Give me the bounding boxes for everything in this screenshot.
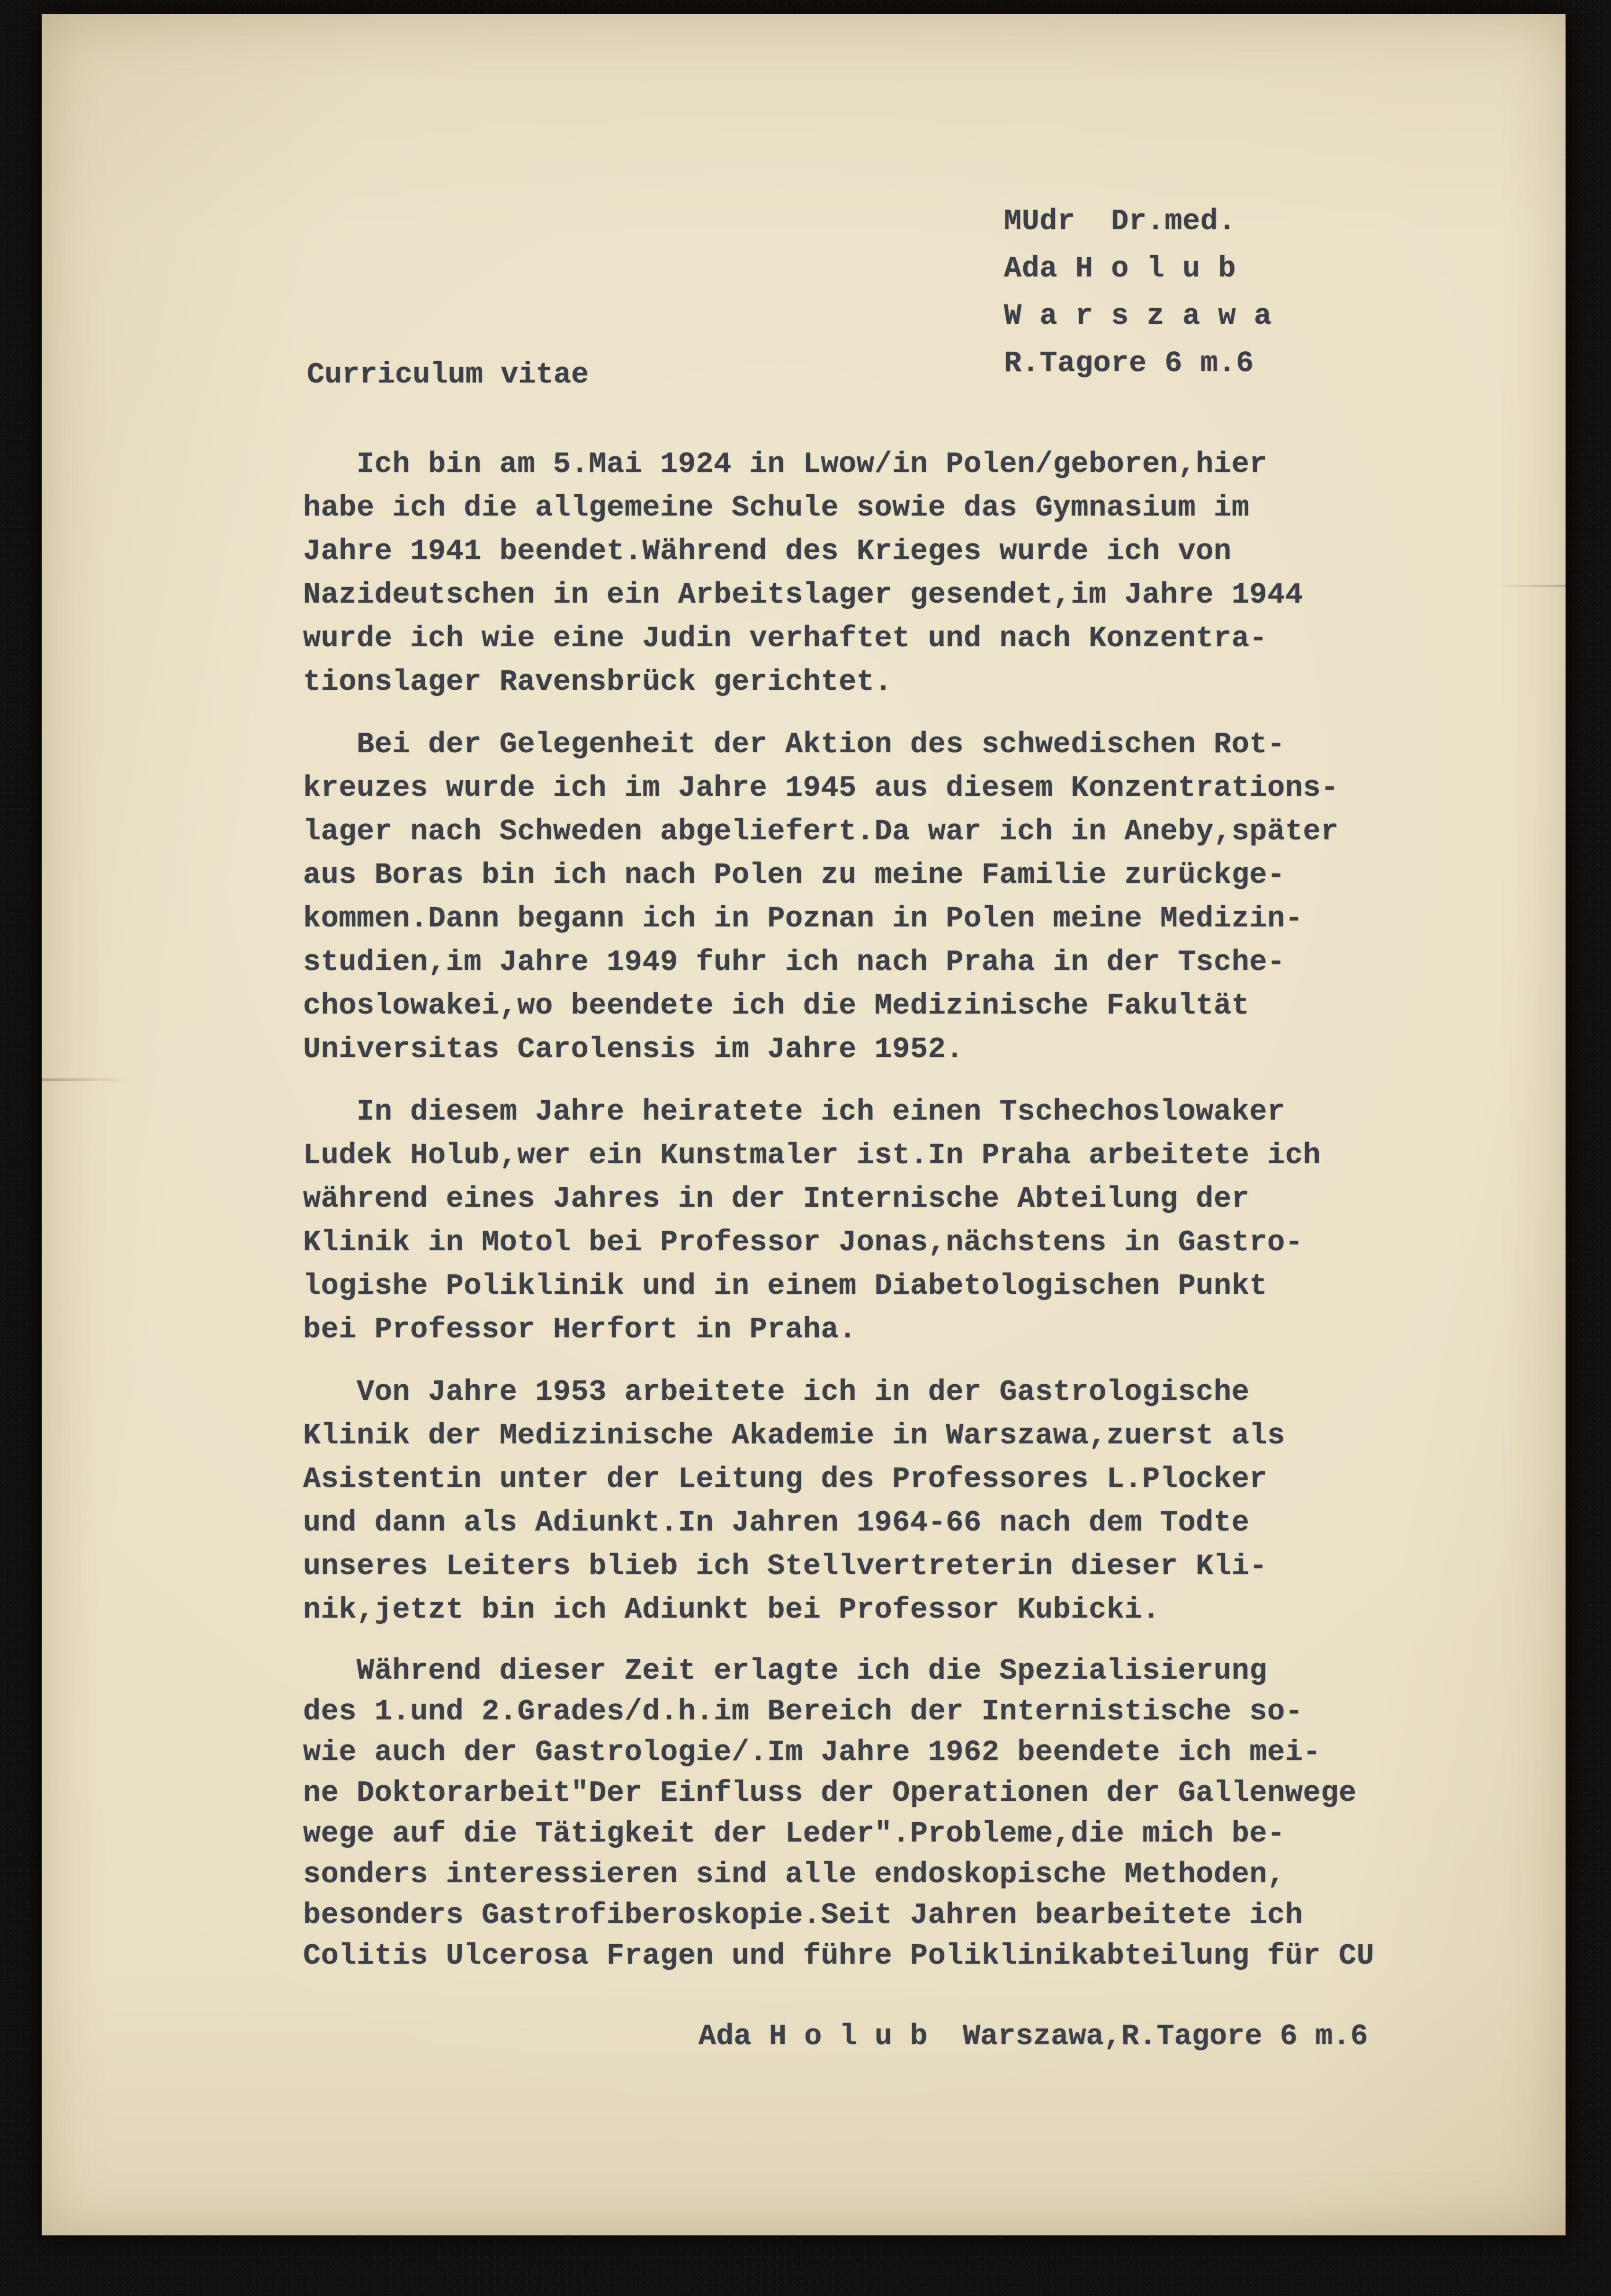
text-line: Während dieser Zeit erlagte ich die Spezialisierung [303,1654,1268,1688]
paragraph [303,1651,1468,1976]
header-line: R.Tagore 6 m.6 [1004,347,1254,380]
text-line: studien,im Jahre 1949 fuhr ich nach Praha in der Tsche- [303,945,1285,979]
text-line: des 1.und 2.Grades/d.h.im Bereich der Internistische so- [303,1695,1303,1728]
text-line: Ludek Holub,wer ein Kunstmaler ist.In Praha arbeitete ich [303,1139,1321,1172]
text-line: Jahre 1941 beendet.Während des Krieges wurde ich von [303,534,1232,568]
text-line: kreuzes wurde ich im Jahre 1945 aus diesem Konzentrations- [303,771,1339,805]
document-page [42,14,1566,2235]
text-line: unseres Leiters blieb ich Stellvertreterin dieser Kli- [303,1549,1268,1583]
paragraph [303,1090,1468,1352]
text-line: während eines Jahres in der Internische Abteilung der [303,1182,1250,1216]
header-line: W a r s z a w a [1004,299,1272,333]
text-line: Von Jahre 1953 arbeitete ich in der Gastrologische [303,1375,1250,1409]
text-line: wege auf die Tätigkeit der Leder".Probleme,die mich be- [303,1817,1285,1851]
text-line: und dann als Adiunkt.In Jahren 1964-66 nach dem Todte [303,1506,1250,1540]
text-line: wie auch der Gastrologie/.Im Jahre 1962 beendete ich mei- [303,1735,1321,1769]
text-line: aus Boras bin ich nach Polen zu meine Familie zurückge- [303,858,1285,892]
paper-crease [42,1078,132,1081]
text-line: lager nach Schweden abgeliefert.Da war ich in Aneby,später [303,815,1339,848]
text-line: Asistentin unter der Leitung des Professores L.Plocker [303,1462,1268,1496]
sender-address-block [1004,198,1272,387]
text-line: Klinik der Medizinische Akademie in Warszawa,zuerst als [303,1419,1285,1452]
text-line: kommen.Dann begann ich in Poznan in Polen meine Medizin- [303,902,1303,935]
text-line: besonders Gastrofiberoskopie.Seit Jahren bearbeitete ich [303,1898,1303,1932]
text-line: ne Doktorarbeit"Der Einfluss der Operationen der Gallenwege [303,1776,1357,1810]
text-line: tionslager Ravensbrück gerichtet. [303,665,893,699]
paper-crease [1495,585,1566,587]
document-body [303,443,1468,1995]
text-line: In diesem Jahre heiratete ich einen Tschechoslowaker [303,1095,1285,1129]
header-line: Ada H o l u b [1004,252,1236,285]
text-line: Bei der Gelegenheit der Aktion des schwedischen Rot- [303,728,1285,761]
text-line: logishe Poliklinik und in einem Diabetologischen Punkt [303,1269,1268,1303]
text-line: Ich bin am 5.Mai 1924 in Lwow/in Polen/geboren,hier [303,447,1268,481]
text-line: Klinik in Motol bei Professor Jonas,nächstens in Gastro- [303,1226,1303,1259]
document-title: Curriculum vitae [307,358,589,392]
paragraph [303,443,1468,704]
text-line: habe ich die allgemeine Schule sowie das Gymnasium im [303,491,1250,525]
text-line: wurde ich wie eine Judin verhaftet und nach Konzentra- [303,622,1268,655]
text-line: Nazideutschen in ein Arbeitslager gesendet,im Jahre 1944 [303,578,1303,612]
paragraph [303,1370,1468,1632]
text-line: Colitis Ulcerosa Fragen und führe Poliklinikabteilung für CU [303,1939,1375,1973]
signature-line: Ada H o l u b Warszawa,R.Tagore 6 m.6 [698,2020,1368,2053]
text-line: nik,jetzt bin ich Adiunkt bei Professor Kubicki. [303,1593,1160,1627]
paragraph [303,723,1468,1071]
text-line: Universitas Carolensis im Jahre 1952. [303,1032,964,1066]
text-line: sonders interessieren sind alle endoskopische Methoden, [303,1858,1285,1891]
header-line: MUdr Dr.med. [1004,205,1236,238]
text-line: bei Professor Herfort in Praha. [303,1313,857,1346]
text-line: choslowakei,wo beendete ich die Medizinische Fakultät [303,989,1250,1023]
